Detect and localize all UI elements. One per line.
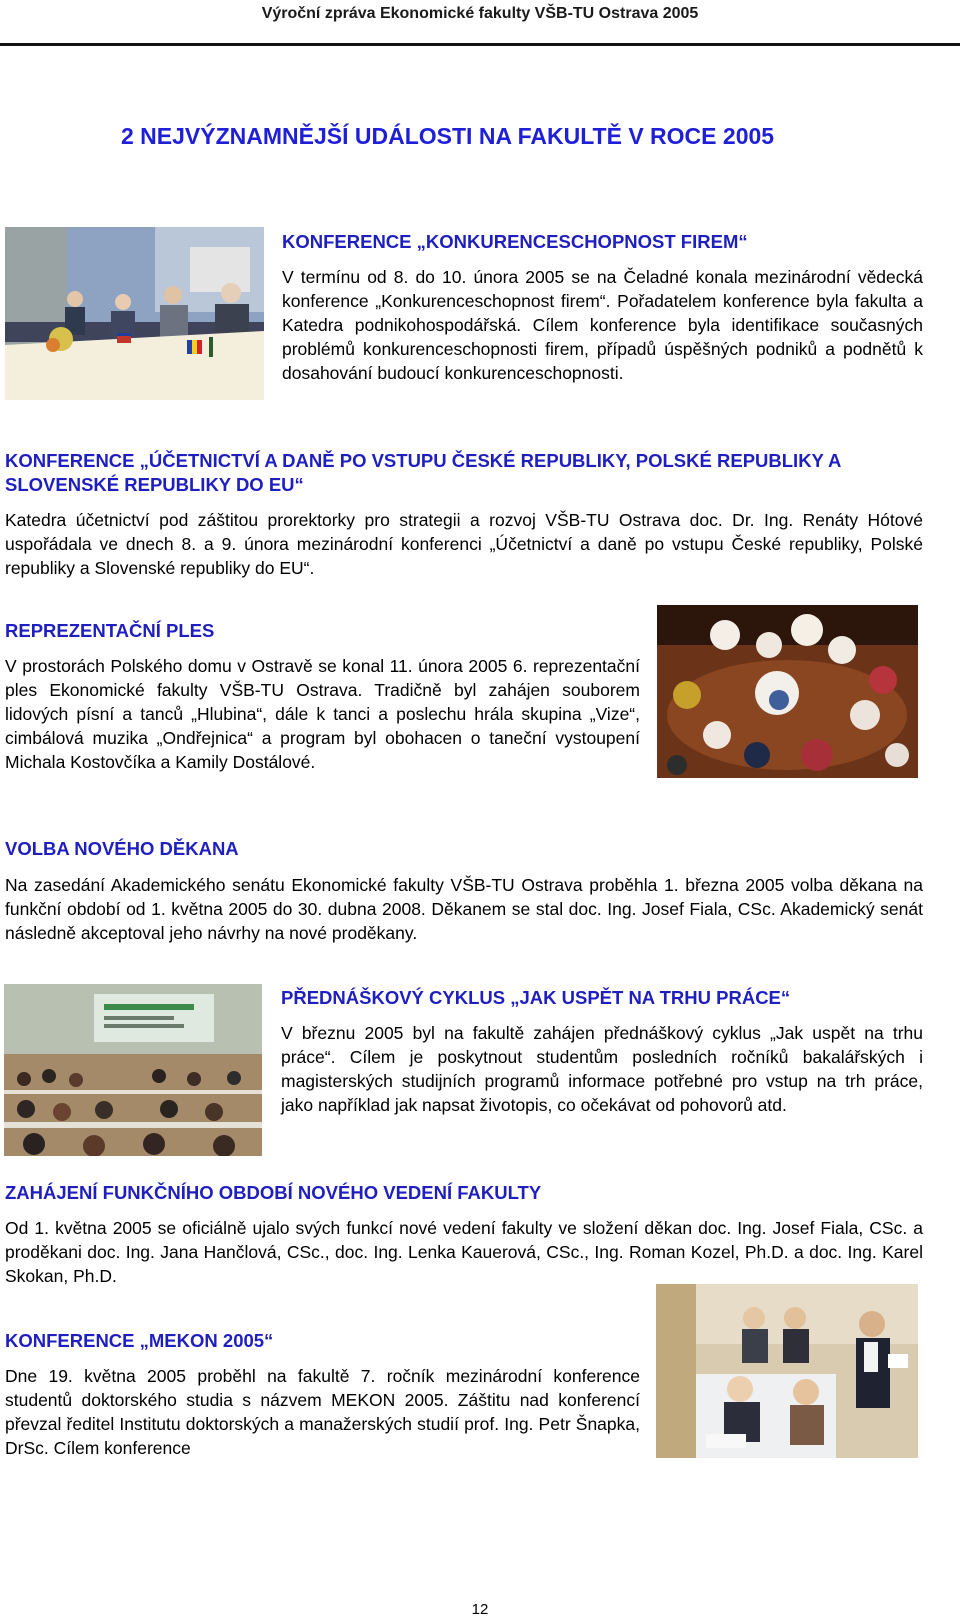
section-heading: KONFERENCE „MEKON 2005“ [5, 1330, 274, 1351]
section-paragraph: V prostorách Polského domu v Ostravě se konal 11. února 2005 6. reprezentační ples Ekonomické fakulty VŠB-TU Ostrava. Tradičně byl zahájen souborem lidových písní a tanců „Hlubina“, dále k tanci a poslechu hrála skupina „Vize“, cimbálová muzika „Ondřejnica“ a program byl obohacen o taneční vystoupení Michala Kostovčíka a Kamily Dostálové. [5, 656, 640, 772]
section-heading: REPREZENTAČNÍ PLES [5, 620, 215, 641]
conference-panel-photo [5, 227, 264, 400]
folk-dance-photo [657, 605, 918, 778]
section-heading: PŘEDNÁŠKOVÝ CYKLUS „JAK USPĚT NA TRHU PRÁCE“ [281, 987, 791, 1008]
lecture-hall-photo [4, 984, 262, 1156]
section-paragraph: Dne 19. května 2005 proběhl na fakultě 7. ročník mezinárodní konference studentů doktorského studia s názvem MEKON 2005. Záštitu nad konferencí převzal ředitel Institutu doktorských a manažerských studií prof. Ing. Petr Šnapka, DrSc. Cílem konference [5, 1366, 640, 1458]
page-number: 12 [471, 1601, 489, 1618]
section-heading: KONFERENCE „ÚČETNICTVÍ A DANĚ PO VSTUPU ČESKÉ REPUBLIKY, POLSKÉ REPUBLIKY A SLOVENSKÉ REPUBLIKY DO EU“ [5, 450, 841, 495]
section-heading: KONFERENCE „KONKURENCESCHOPNOST FIREM“ [282, 231, 748, 252]
chapter-title: 2 NEJVÝZNAMNĚJŠÍ UDÁLOSTI NA FAKULTĚ V ROCE 2005 [121, 123, 775, 149]
section-paragraph: Od 1. května 2005 se oficiálně ujalo svých funkcí nové vedení fakulty ve složení děkan doc. Ing. Josef Fiala, CSc. a proděkani doc. Ing. Jana Hančlová, CSc., doc. Ing. Lenka Kauerová, CSc., Ing. Roman Kozel, Ph.D. a doc. Ing. Karel Skokan, Ph.D. [5, 1218, 923, 1286]
section-paragraph: V termínu od 8. do 10. února 2005 se na Čeladné konala mezinárodní vědecká konference „Konkurenceschopnost firem“. Pořadatelem konference byla fakulta a Katedra podnikohospodářská. Cílem konference byla identifikace současných problémů konkurenceschopnosti firem, případů úspěšných podniků a podnětů k dosahování budoucí konkurenceschopnosti. [282, 267, 923, 383]
header-divider [0, 43, 960, 46]
section-paragraph: Katedra účetnictví pod záštitou prorektorky pro strategii a rozvoj VŠB-TU Ostrava doc. Dr. Ing. Renáty Hótové uspořádala ve dnech 8. a 9. února mezinárodní konferenci „Účetnictví a daně po vstupu České republiky, Polské republiky a Slovenské republiky do EU“. [5, 510, 923, 578]
section-heading: ZAHÁJENÍ FUNKČNÍHO OBDOBÍ NOVÉHO VEDENÍ FAKULTY [5, 1182, 542, 1203]
page-header [0, 0, 960, 46]
section-paragraph: Na zasedání Akademického senátu Ekonomické fakulty VŠB-TU Ostrava proběhla 1. března 2005 volba děkana na funkční období od 1. května 2005 do 30. dubna 2008. Děkanem se stal doc. Ing. Josef Fiala, CSc. Akademický senát následně akceptoval jeho návrhy na nové proděkany. [5, 875, 923, 943]
conference-registration-photo [656, 1284, 918, 1458]
report-title: Výroční zpráva Ekonomické fakulty VŠB-TU Ostrava 2005 [261, 5, 699, 22]
section-heading: VOLBA NOVÉHO DĚKANA [5, 838, 239, 859]
section-paragraph: V březnu 2005 byl na fakultě zahájen přednáškový cyklus „Jak uspět na trhu práce“. Cílem je poskytnout studentům posledních ročníků bakalářských i magisterských studijních programů informace potřebné pro vstup na trh práce, jako například jak napsat životopis, co očekávat od pohovorů atd. [281, 1023, 923, 1115]
